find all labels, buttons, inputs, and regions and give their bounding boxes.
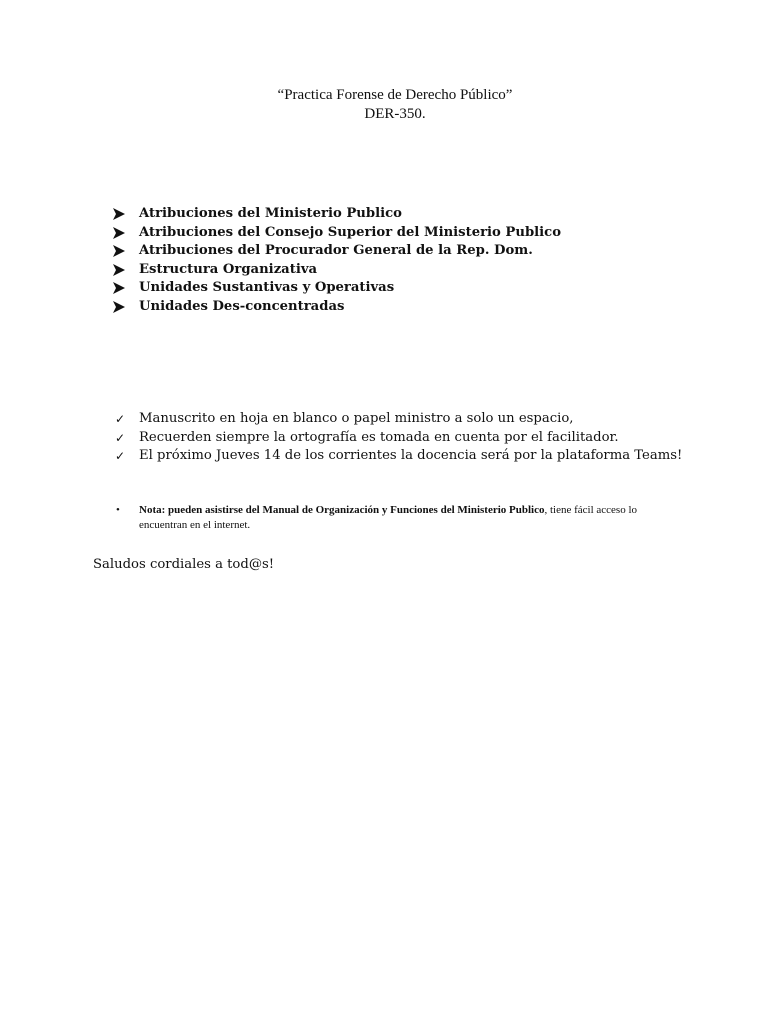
topic-label: Estructura Organizativa xyxy=(139,261,318,277)
instructions-list xyxy=(115,410,682,466)
instruction-text: Recuerden siempre la ortografía es tomada en cuenta por el facilitador. xyxy=(139,429,619,445)
checkmark-icon: ✓ xyxy=(115,449,126,463)
arrowhead-icon xyxy=(112,264,139,276)
arrowhead-icon xyxy=(112,208,139,220)
course-code: DER-350. xyxy=(364,106,426,122)
list-item xyxy=(115,410,682,429)
topic-label: Unidades Sustantivas y Operativas xyxy=(139,280,395,295)
arrowhead-icon xyxy=(112,227,139,239)
checkmark-icon: ✓ xyxy=(115,430,126,445)
arrowhead-icon xyxy=(112,282,139,294)
note-rest-text: , tiene fácil acceso lo encuentran en el internet. xyxy=(139,504,638,531)
checkmark-icon: ✓ xyxy=(115,412,126,426)
list-item xyxy=(112,298,561,317)
list-item xyxy=(112,261,561,280)
document-title xyxy=(0,86,768,124)
note-bold-text: Nota: pueden asistirse del Manual de Organización y Funciones del Ministerio Publico xyxy=(139,504,545,516)
greeting: Saludos cordiales a tod@s! xyxy=(93,557,275,572)
dot-icon: • xyxy=(116,504,120,516)
list-item xyxy=(112,242,561,261)
note-paragraph xyxy=(116,503,676,532)
arrowhead-icon xyxy=(112,301,139,313)
topic-label: Atribuciones del Procurador General de la Rep. Dom. xyxy=(139,243,533,258)
list-item xyxy=(112,224,561,243)
course-title: “Practica Forense de Derecho Público” xyxy=(277,87,513,103)
arrowhead-icon xyxy=(112,245,139,257)
list-item xyxy=(115,447,682,466)
topics-list xyxy=(112,205,561,316)
topic-label: Unidades Des-concentradas xyxy=(139,298,345,314)
instruction-text: Manuscrito en hoja en blanco o papel ministro a solo un espacio, xyxy=(139,411,574,426)
list-item xyxy=(115,429,682,448)
list-item xyxy=(112,279,561,298)
topic-label: Atribuciones del Ministerio Publico xyxy=(139,206,402,221)
list-item xyxy=(112,205,561,224)
topic-label: Atribuciones del Consejo Superior del Ministerio Publico xyxy=(139,224,562,240)
note-text xyxy=(139,503,676,532)
instruction-text: El próximo Jueves 14 de los corrientes la docencia será por la plataforma Teams! xyxy=(139,448,683,463)
